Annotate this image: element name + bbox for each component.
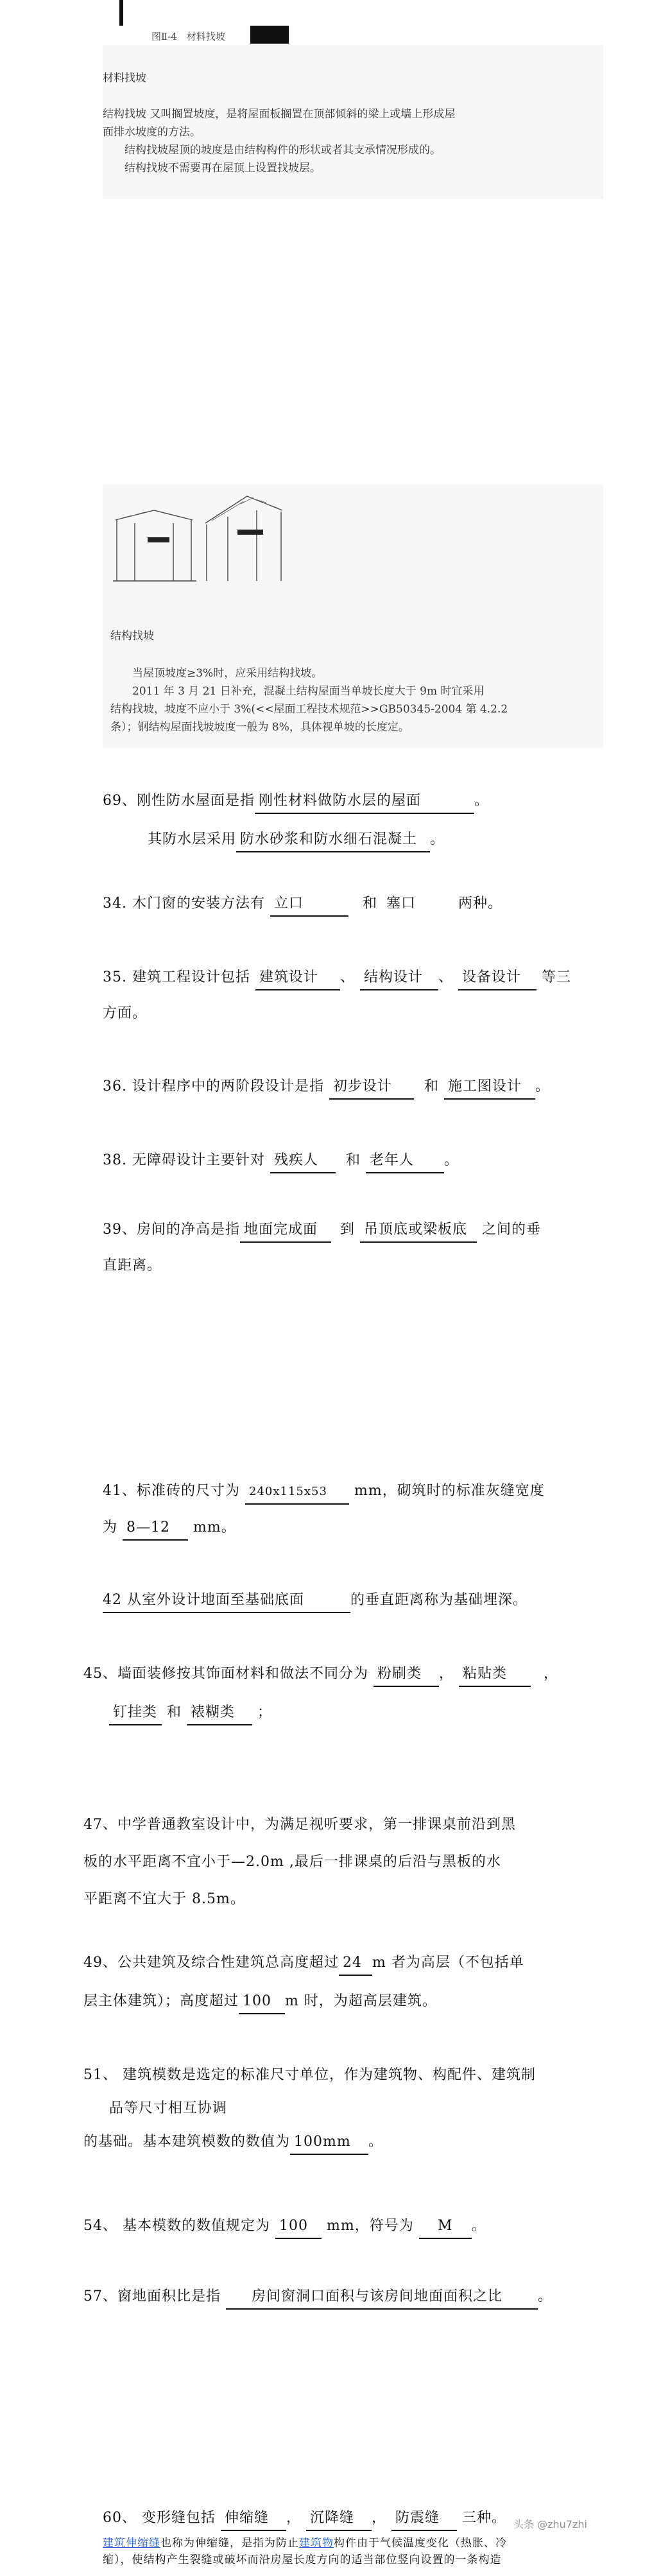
answer-blank: 24 (339, 1951, 372, 1976)
figure-dark-block (250, 26, 289, 44)
question-text: 层主体建筑）；高度超过 (83, 1993, 239, 2009)
expansion-joint-link[interactable]: 建筑伸缩缝 (103, 2537, 160, 2550)
answer-blank: 防震缝 (391, 2507, 457, 2531)
question-36 (103, 1075, 603, 1100)
question-text: 直距离。 (103, 1258, 162, 1274)
answer-blank: 8—12 (123, 1516, 188, 1541)
question-text: 之间的垂 (482, 1222, 542, 1238)
paragraph: 结构找坡不需要再在屋顶上设置找坡层。 (124, 162, 321, 175)
question-text: mm。 (193, 1519, 236, 1535)
question-35 (103, 966, 603, 1025)
answer-blank: 钉挂类 (109, 1701, 162, 1725)
paragraph: 结构找坡屋顶的坡度是由结构构件的形状或者其支承情况形成的。 (124, 144, 441, 157)
question-text: 、 (339, 969, 355, 985)
answer-blank: 施工图设计 (444, 1075, 535, 1100)
question-text: 。 (471, 2218, 486, 2234)
question-text: 的基础。基本建筑模数的数值为 (83, 2134, 291, 2150)
question-45 (83, 1663, 603, 1725)
answer-blank: 残疾人 (270, 1149, 336, 1173)
question-text: 和 (362, 895, 377, 912)
watermark: 头条 @zhu7zhi (513, 2518, 587, 2530)
question-38 (103, 1149, 603, 1173)
question-text: 等三 (542, 969, 572, 985)
question-text: 和 (345, 1152, 361, 1168)
question-text: 到 (340, 1222, 356, 1238)
question-text: 其防水层采用 (148, 831, 237, 847)
question-text: 45、墙面装修按其饰面材料和做法不同分为 (83, 1666, 368, 1682)
figure-left-post (119, 0, 123, 26)
figure-caption: 图Ⅱ-4 材料找坡 (151, 31, 225, 42)
answer-blank: 设备设计 (458, 966, 537, 990)
question-text: 69、刚性防水屋面是指 (103, 793, 255, 809)
answer-blank: 240x115x53 (245, 1480, 349, 1505)
answer-blank: 粉刷类 (373, 1663, 439, 1687)
answer-blank: 房间窗洞口面积与该房间地面面积之比 (226, 2285, 538, 2310)
question-text: 54、 基本模数的数值规定为 (83, 2218, 270, 2234)
question-57 (83, 2285, 603, 2310)
question-text: 和 (424, 1078, 439, 1094)
question-51 (83, 2064, 603, 2155)
question-text: 34. 木门窗的安装方法有 (103, 895, 265, 912)
question-text: ； (257, 1704, 273, 1720)
question-text: mm，符号为 (327, 2218, 414, 2234)
answer-blank: 42 从室外设计地面至基础底面 (103, 1589, 350, 1613)
answer-blank: 建筑设计 (255, 966, 340, 990)
question-text: 构件由于气候温度变化（热胀、冷 (334, 2537, 507, 2550)
question-text: ， (286, 2510, 302, 2526)
question-42 (103, 1589, 603, 1613)
question-text: 。 (535, 1078, 551, 1094)
question-text: m 者为高层（不包括单 (372, 1955, 524, 1971)
building-link[interactable]: 建筑物 (299, 2537, 334, 2550)
question-text: 缩），使结构产生裂缝或破坏而沿房屋长度方向的适当部位竖向设置的一条构造 (103, 2554, 502, 2566)
material-slope-section (103, 45, 603, 199)
paragraph: 条）；钢结构屋面找坡坡度一般为 8%，具体视单坡的长度定。 (110, 721, 409, 734)
question-text: 品等尺寸相互协调 (109, 2100, 228, 2116)
question-text: ， (372, 2510, 387, 2526)
answer-blank: 老年人 (366, 1149, 444, 1173)
question-text: 35. 建筑工程设计包括 (103, 969, 250, 985)
question-text: 也称为伸缩缝，是指为防止 (160, 2537, 299, 2550)
question-text: m 时，为超高层建筑。 (285, 1993, 437, 2009)
answer-blank: 初步设计 (329, 1075, 414, 1100)
answer-blank: 100 (275, 2215, 322, 2239)
question-text: 39、房间的净高是指 (103, 1222, 240, 1238)
question-text: 两种。 (458, 895, 503, 912)
question-text: 。 (538, 2288, 553, 2304)
question-text: 51、 建筑模数是 (83, 2067, 196, 2083)
question-text: 49、公共建筑及综合性建筑总高度超过 (83, 1955, 339, 1971)
question-text: 57、窗地面积比是指 (83, 2288, 221, 2304)
question-text: 。 (444, 1152, 459, 1168)
question-text: 为 (103, 1519, 118, 1535)
question-text: 。 (430, 831, 445, 847)
question-text: ， (439, 1666, 454, 1682)
question-39 (103, 1218, 603, 1277)
question-47 (83, 1813, 603, 1911)
question-text: mm，砌筑时的标准灰缝宽度 (354, 1483, 545, 1499)
question-text: 47、中学普通教室设计中，为满足视听要求，第一排课桌前沿到黑 (83, 1817, 516, 1833)
answer-blank: 100 (239, 1990, 285, 2014)
question-text: 、 (438, 969, 454, 985)
answer-blank: 裱糊类 (187, 1701, 252, 1725)
question-text: ， (544, 1666, 559, 1682)
question-text: 的垂直距离称为基础埋深。 (350, 1592, 528, 1608)
structural-slope-section (103, 485, 603, 748)
question-text: 60、 变形缝包括 (103, 2510, 216, 2526)
answer-blank: 地面完成面 (240, 1218, 331, 1243)
answer-blank: 100mm (290, 2131, 368, 2155)
question-text: 平距离不宜大于 8.5m。 (83, 1891, 245, 1907)
paragraph: 结构找坡 又叫搁置坡度，是将屋面板搁置在顶部倾斜的梁上或墙上形成屋 (103, 108, 456, 121)
question-text: 41、标准砖的尺寸为 (103, 1483, 240, 1499)
question-text: 。 (368, 2134, 384, 2150)
paragraph: 2011 年 3 月 21 日补充，混凝土结构屋面当单坡长度大于 9m 时宜采用 (132, 685, 485, 698)
material-slope-figure (108, 0, 288, 45)
question-text: 板的水平距离不宜小于—2.0m ,最后一排课桌的后沿与黑板的水 (83, 1854, 501, 1870)
section-title: 材料找坡 (103, 72, 146, 85)
question-69 (103, 790, 603, 852)
question-49 (83, 1951, 603, 2014)
paragraph: 面排水坡度的方法。 (103, 126, 201, 139)
question-text: 三种。 (462, 2510, 507, 2526)
answer-blank: 吊顶底或梁板底 (360, 1218, 477, 1243)
answer-blank: 防水砂浆和防水细石混凝土 (236, 828, 430, 852)
question-text: 选定的标准尺寸单位，作为建筑物、构配件、建筑制 (196, 2067, 537, 2083)
question-text: 和 (167, 1704, 182, 1720)
answer-blank: 伸缩缝 (221, 2507, 286, 2531)
answer-blank: 沉降缝 (306, 2507, 372, 2531)
question-text: 。 (474, 793, 490, 809)
answer-blank: 塞口 (386, 895, 416, 912)
answer-blank: 刚性材料做防水层的屋面 (255, 790, 474, 814)
answer-blank: 粘贴类 (459, 1663, 531, 1687)
paragraph: 结构找坡，坡度不应小于 3%(<<屋面工程技术规范>>GB50345-2004 第 4.2.2 (110, 703, 508, 716)
section-title: 结构找坡 (110, 630, 154, 643)
structural-slope-figure (109, 485, 302, 594)
answer-blank: 立口 (270, 892, 348, 917)
question-text: 方面。 (103, 1005, 148, 1021)
answer-blank: M (419, 2215, 472, 2239)
question-41 (103, 1480, 603, 1541)
question-34 (103, 892, 603, 917)
answer-blank: 结构设计 (360, 966, 438, 990)
question-54 (83, 2215, 603, 2239)
paragraph: 当屋顶坡度≥3%时，应采用结构找坡。 (132, 667, 323, 680)
question-text: 36. 设计程序中的两阶段设计是指 (103, 1078, 324, 1094)
question-text: 38. 无障碍设计主要针对 (103, 1152, 265, 1168)
